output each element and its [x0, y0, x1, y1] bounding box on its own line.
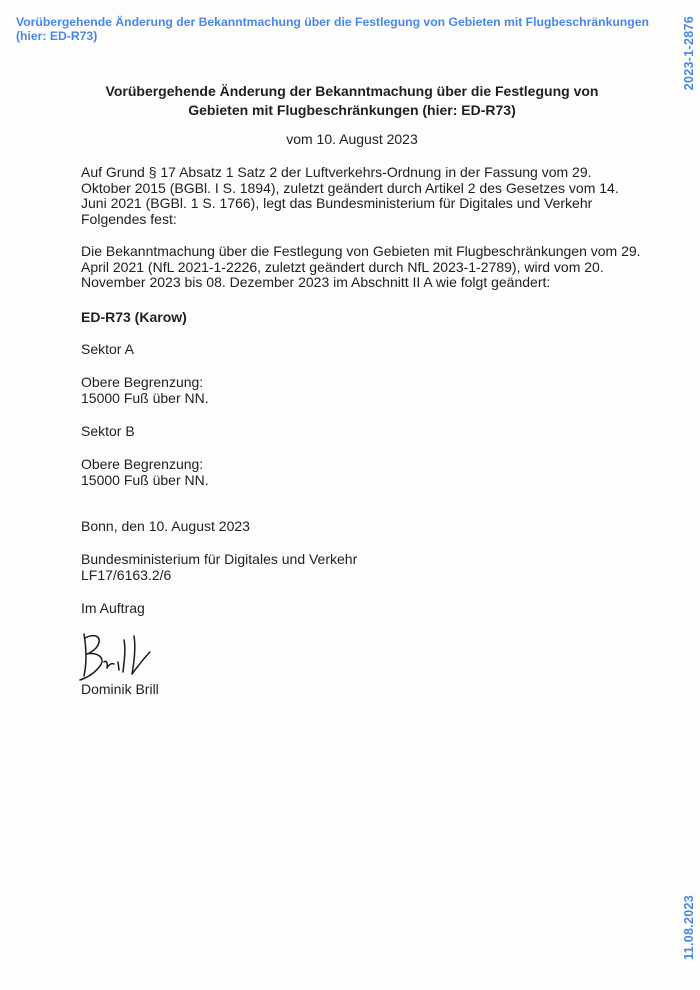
authority-name: Bundesministerium für Digitales und Verkehr — [81, 551, 358, 567]
area-heading: ED-R73 (Karow) — [81, 309, 187, 325]
signatory-name: Dominik Brill — [81, 681, 159, 697]
document-date: vom 10. August 2023 — [286, 131, 418, 147]
intro-paragraph: Auf Grund § 17 Absatz 1 Satz 2 der Luftverkehrs-Ordnung in der Fassung vom 29. Oktober 2015 (BGBl. I S. 1894), zuletzt geändert durch Artikel 2 des Gesetzes vom 14. Juni 2021 (BGBl. 1 S. 1766), legt das Bundesministerium für Digitales und Verkehr Folgendes fest: — [81, 164, 619, 227]
reference-number: 2023-1-2876 — [682, 16, 696, 91]
file-number: LF17/6163.2/6 — [81, 567, 172, 583]
on-behalf: Im Auftrag — [81, 600, 145, 616]
header-banner: Vorübergehende Änderung der Bekanntmachung über die Festlegung von Gebieten mit Flugbeschränkungen (hier: ED-R73) — [16, 15, 649, 43]
change-paragraph: Die Bekanntmachung über die Festlegung von Gebieten mit Flugbeschränkungen vom 29. April 2021 (NfL 2021-1-2226, zuletzt geändert durch NfL 2023-1-2789), wird vom 20. November 2023 bis 08. Dezember 2023 im Abschnitt II A wie folgt geändert: — [81, 243, 641, 290]
place-date: Bonn, den 10. August 2023 — [81, 518, 250, 534]
sector-a-limit-value: 15000 Fuß über NN. — [81, 390, 209, 406]
sector-b-limit-value: 15000 Fuß über NN. — [81, 472, 209, 488]
document-title: Vorübergehende Änderung der Bekanntmachung über die Festlegung von Gebieten mit Flugbeschränkungen (hier: ED-R73) — [105, 83, 599, 118]
sector-b-limit-label: Obere Begrenzung: — [81, 456, 204, 472]
sector-b-heading: Sektor B — [81, 423, 135, 439]
sector-a-heading: Sektor A — [81, 341, 134, 357]
sector-a-limit-label: Obere Begrenzung: — [81, 374, 204, 390]
publication-date: 11.08.2023 — [682, 895, 696, 960]
